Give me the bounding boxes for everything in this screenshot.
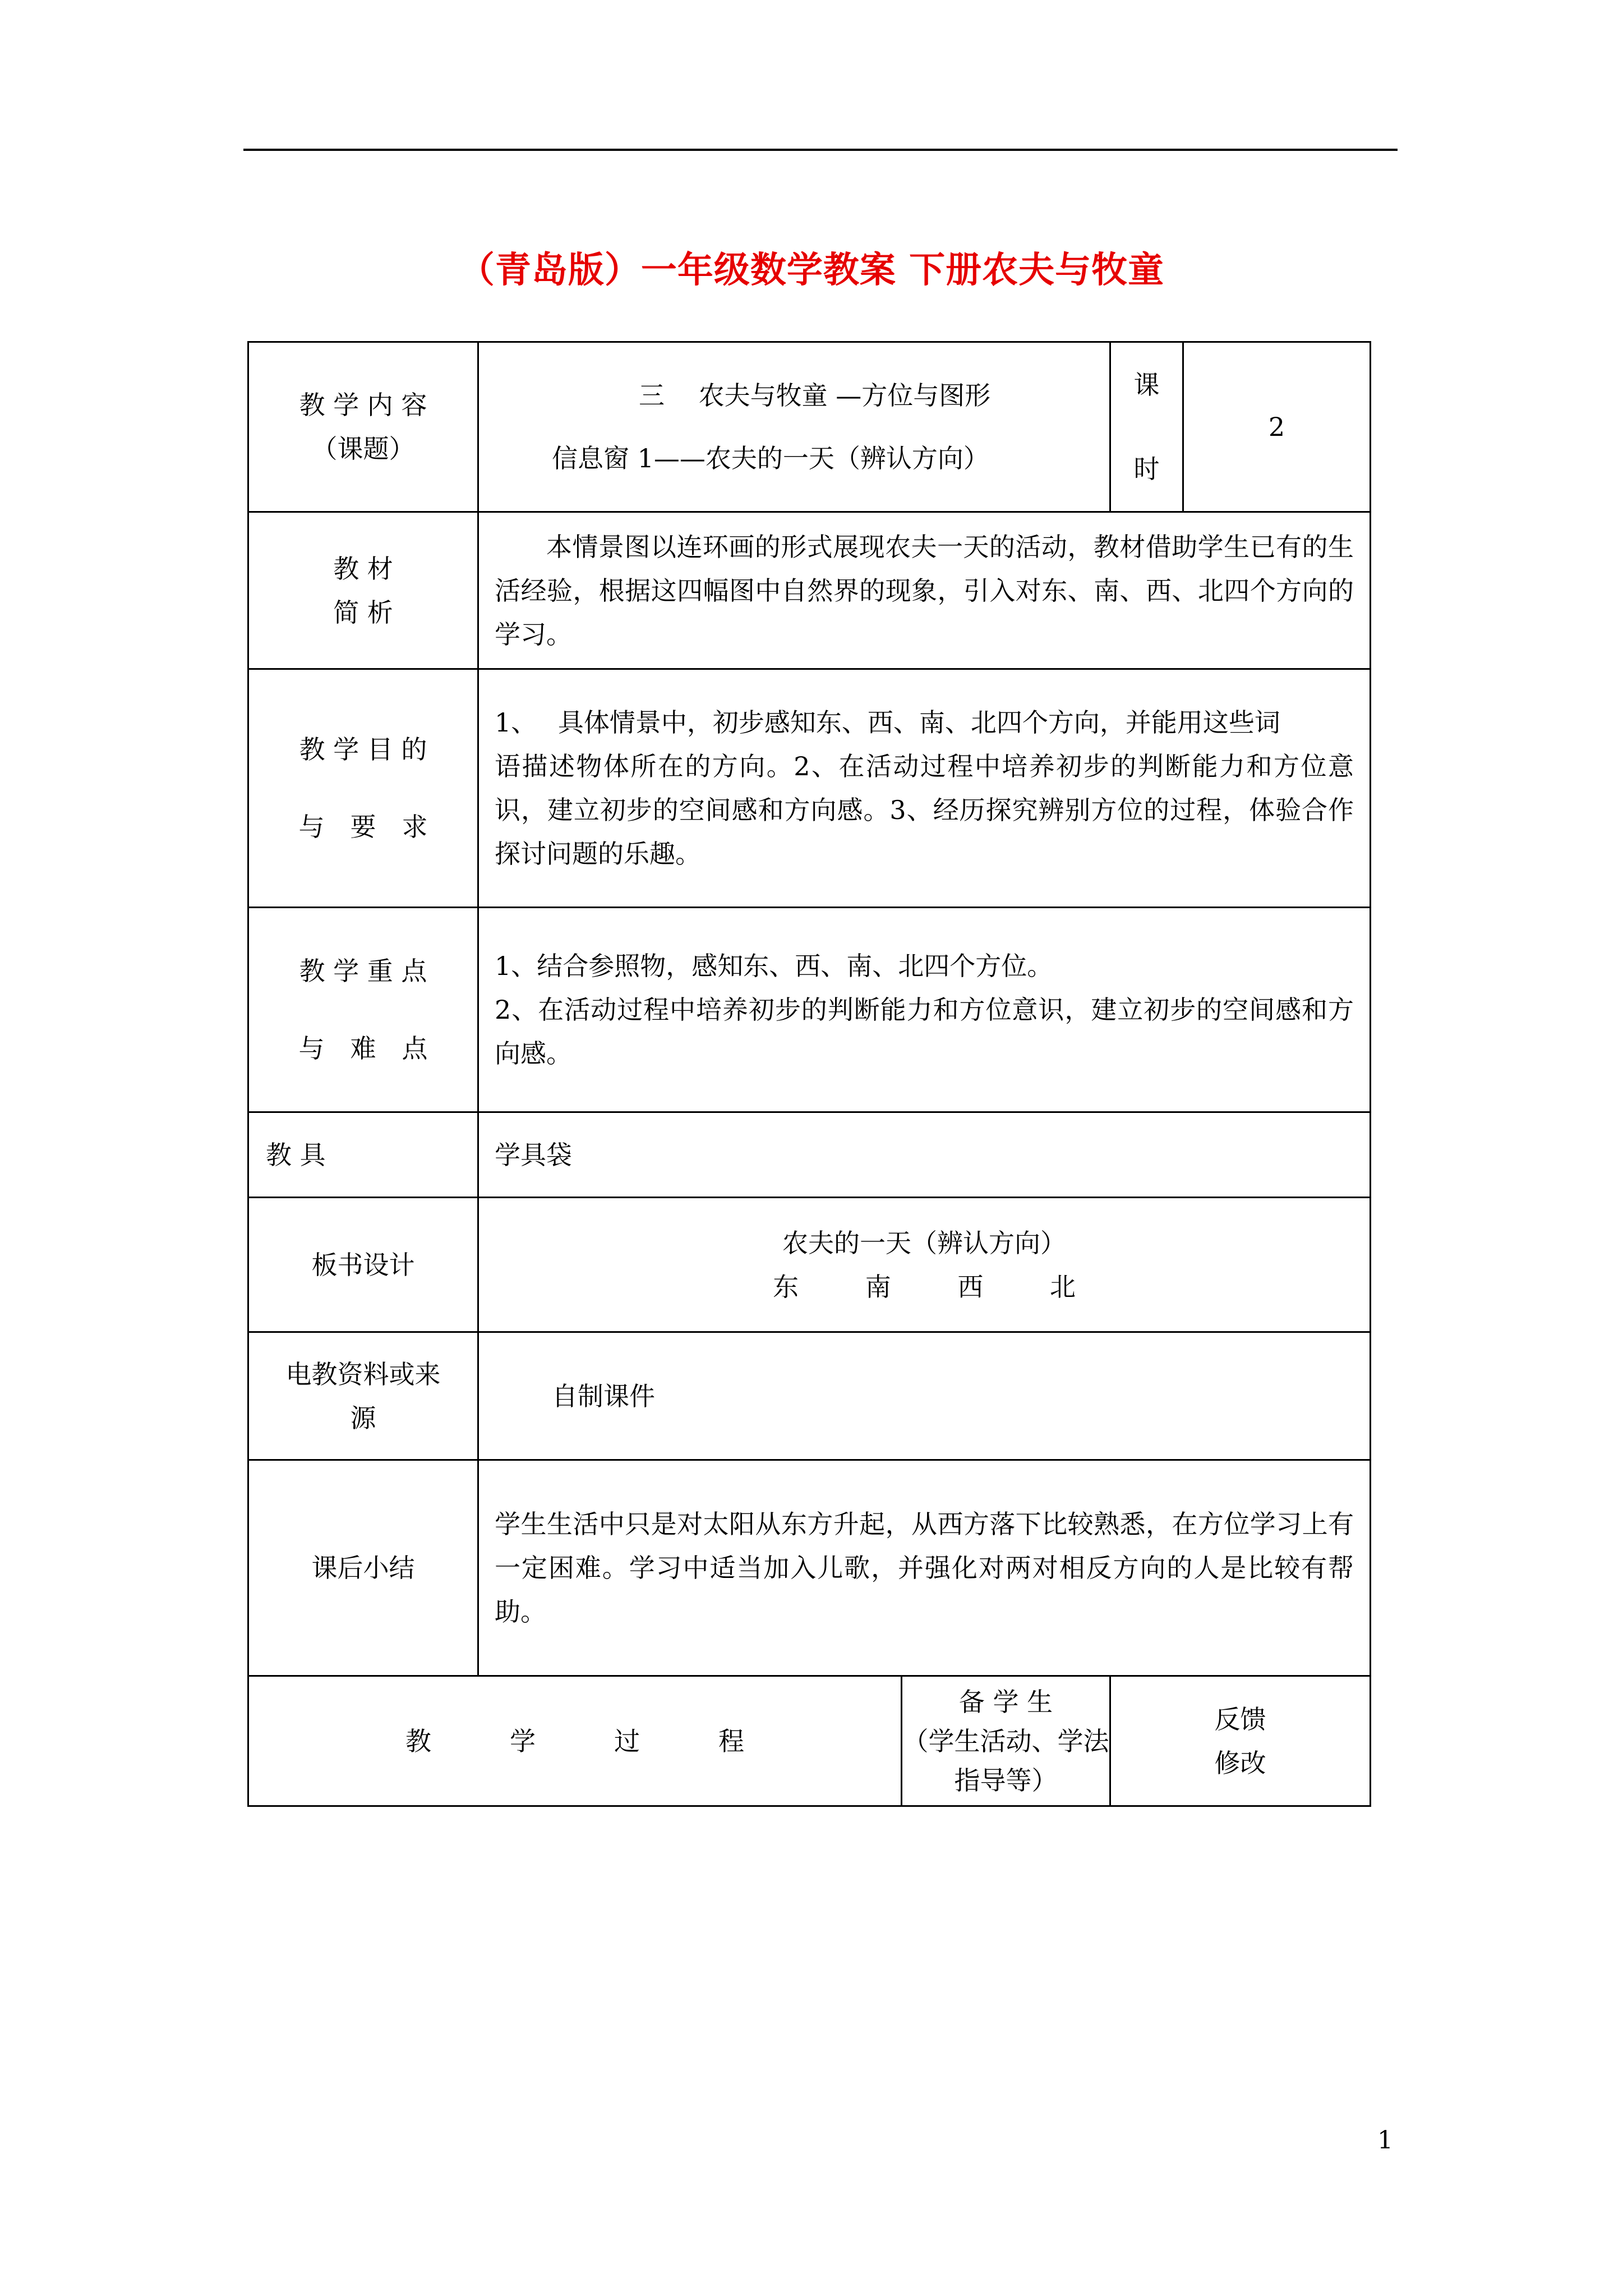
goals-text-line2: 语描述物体所在的方向。2、在活动过程中培养初步的判断能力和方位意识，建立初步的空间感和方向感。3、经历探究辨别方位的过程，体验合作探讨问题的乐趣。 [495, 751, 1354, 869]
course-title-line1: 三 农夫与牧童 —方位与图形 [639, 380, 991, 411]
key-points-line2: 2、在活动过程中培养初步的判断能力和方位意识，建立初步的空间感和方向感。 [495, 995, 1354, 1069]
label-key-points-line2: 与 难 点 [298, 1033, 428, 1064]
label-media-line1: 电教资料或来 [285, 1359, 441, 1389]
student-prep-line2: （学生活动、学法 [902, 1726, 1109, 1756]
row-process-header [248, 1676, 1371, 1806]
label-content [248, 342, 478, 512]
lesson-plan-table [247, 341, 1371, 1807]
student-prep-line1: 备 学 生 [958, 1686, 1053, 1717]
row-board [248, 1198, 1371, 1332]
row-summary [248, 1460, 1371, 1676]
label-goals-line2: 与 要 求 [298, 812, 428, 842]
label-content-line2: （课题） [311, 434, 415, 464]
label-key-points-line1: 教 学 重 点 [299, 956, 427, 986]
direction-west: 西 [957, 1271, 984, 1302]
label-process: 教学过程 [248, 1676, 902, 1806]
tools-value: 学具袋 [478, 1112, 1371, 1198]
direction-north: 北 [1049, 1271, 1076, 1302]
course-title-cell [478, 342, 1110, 512]
class-hours-label-top: 课 [1133, 370, 1160, 400]
label-content-line1: 教 学 内 容 [299, 390, 427, 420]
header-rule [243, 149, 1398, 151]
key-points-text [478, 908, 1371, 1112]
board-directions [479, 1265, 1370, 1309]
class-hours-value: 2 [1183, 342, 1371, 512]
row-content [248, 342, 1371, 512]
analysis-text: 本情景图以连环画的形式展现农夫一天的活动，教材借助学生已有的生活经验，根据这四幅图中自然界的现象，引入对东、南、西、北四个方向的学习。 [478, 512, 1371, 669]
goals-text [478, 669, 1371, 908]
student-prep-line3: 指导等） [954, 1765, 1058, 1796]
label-media [248, 1332, 478, 1460]
course-title-line2: 信息窗 1——农夫的一天（辨认方向） [552, 443, 989, 473]
label-analysis-line1: 教 材 [333, 553, 393, 584]
label-summary: 课后小结 [248, 1460, 478, 1676]
label-key-points [248, 908, 478, 1112]
feedback-header [1110, 1676, 1371, 1806]
row-analysis [248, 512, 1371, 669]
page-number: 1 [1377, 2126, 1393, 2155]
class-hours-label-bottom: 时 [1133, 454, 1160, 484]
direction-south: 南 [865, 1271, 891, 1302]
media-value: 自制课件 [478, 1332, 1371, 1460]
summary-text: 学生生活中只是对太阳从东方升起，从西方落下比较熟悉，在方位学习上有一定困难。学习中适当加入儿歌，并强化对两对相反方向的人是比较有帮助。 [478, 1460, 1371, 1676]
row-goals [248, 669, 1371, 908]
document-title: （青岛版）一年级数学教案 下册农夫与牧童 [458, 249, 1165, 291]
board-title: 农夫的一天（辨认方向） [782, 1227, 1066, 1258]
feedback-line1: 反馈 [1214, 1704, 1266, 1734]
row-key-points [248, 908, 1371, 1112]
label-goals-line1: 教 学 目 的 [299, 734, 427, 765]
label-media-line2: 源 [350, 1402, 376, 1433]
direction-east: 东 [773, 1271, 799, 1302]
student-prep-header [902, 1676, 1110, 1806]
class-hours-label [1110, 342, 1183, 512]
label-tools: 教 具 [248, 1112, 478, 1198]
feedback-line2: 修改 [1214, 1747, 1266, 1778]
key-points-line1: 1、结合参照物，感知东、西、南、北四个方位。 [495, 951, 1053, 981]
label-goals [248, 669, 478, 908]
label-analysis-line2: 简 析 [333, 597, 393, 628]
board-design [478, 1198, 1371, 1332]
row-media [248, 1332, 1371, 1460]
goals-text-line1: 1、 具体情景中，初步感知东、西、南、北四个方向，并能用这些词 [495, 707, 1280, 738]
label-board: 板书设计 [248, 1198, 478, 1332]
label-analysis [248, 512, 478, 669]
row-tools [248, 1112, 1371, 1198]
